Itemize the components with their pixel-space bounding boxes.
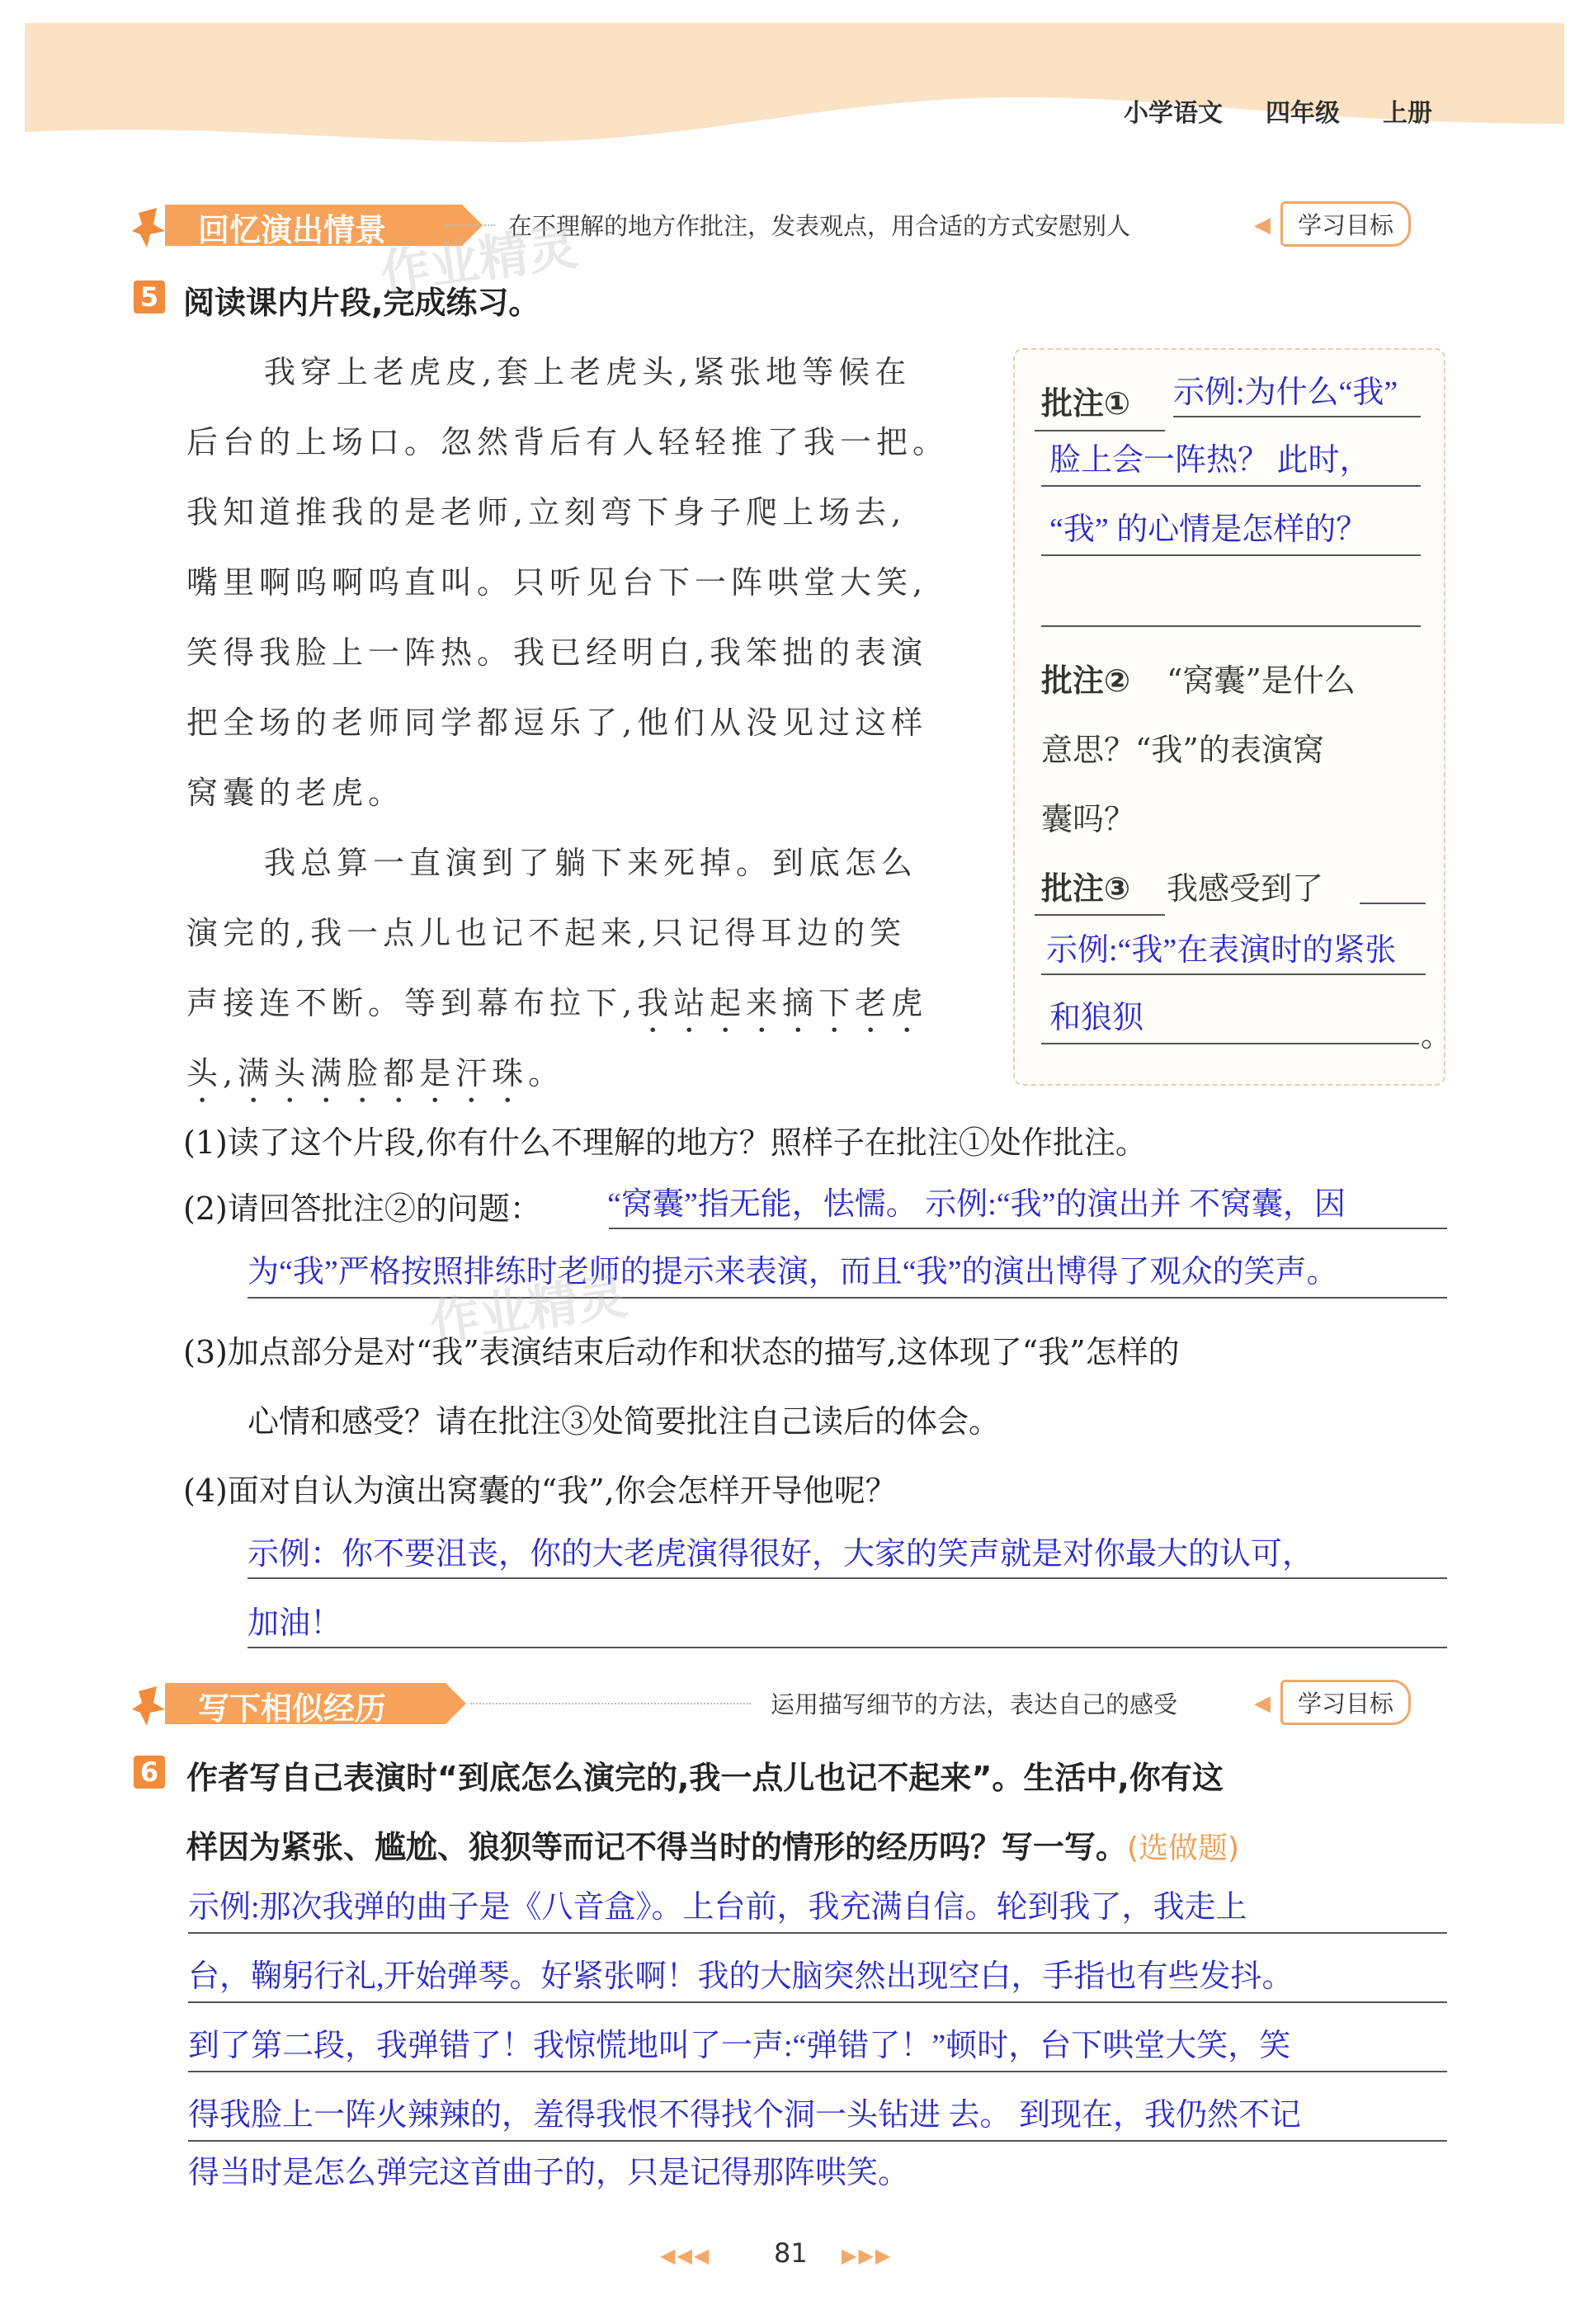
sub2-answer-line: “窝囊”指无能，怯懦。 示例:“我”的演出并 不窝囊，因 [607, 1187, 1346, 1222]
star-icon [132, 1686, 165, 1726]
note1-answer-line: 脸上会一阵热？ 此时， [1049, 443, 1371, 478]
dotted-divider [470, 1703, 751, 1704]
watermark: 作业精灵 [426, 1267, 631, 1353]
note1-answer-line: 示例:为什么“我” [1173, 375, 1398, 410]
answer-underline [1041, 973, 1426, 975]
section2-goal-tag: 学习目标 [1280, 1680, 1411, 1725]
note3-answer-line: 示例:“我”在表演时的紧张 [1046, 933, 1397, 968]
sub4-answer-line: 示例：你不要沮丧，你的大老虎演得很好，大家的笑声就是对你最大的认可， [248, 1537, 1314, 1572]
answer-underline [188, 2071, 1447, 2072]
chevron-left-icon: ◀ [1254, 213, 1271, 238]
passage-line: 我总算一直演到了躺下来死掉。到底怎么 [264, 845, 918, 881]
note2-text: 意思？“我”的表演窝 [1041, 732, 1324, 768]
sub2-answer-line: 为“我”严格按照排练时老师的提示来表演，而且“我”的演出博得了观众的笑声。 [248, 1255, 1338, 1289]
page-number: 81 [774, 2237, 808, 2269]
watermark: 作业精灵 [376, 218, 582, 304]
header-volume: 上册 [1383, 99, 1432, 128]
note3-end: 。 [1421, 1017, 1453, 1054]
question-6-title: 作者写自己表演时“到底怎么演完的,我一点儿也记不起来”。生活中,你有这 [186, 1760, 1224, 1796]
sub-question-4: (4)面对自认为演出窝囊的“我”,你会怎样开导他呢？ [183, 1473, 897, 1509]
q6-answer-line: 到了第二段，我弹错了！我惊慌地叫了一声:“弹错了！”顿时，台下哄堂大笑，笑 [188, 2029, 1291, 2063]
dotted-emphasis: 我站起来摘下老虎 [637, 985, 928, 1021]
answer-underline [248, 1647, 1447, 1648]
header-subject: 小学语文 [1124, 99, 1223, 128]
q6-answer-line: 示例:那次我弹的曲子是《八音盒》。上台前，我充满自信。轮到我了，我走上 [188, 1890, 1247, 1925]
section1-goal-tag: 学习目标 [1280, 201, 1411, 247]
answer-underline [609, 1228, 1447, 1229]
header-band [0, 0, 1589, 148]
note3-label: 批注③ [1041, 870, 1131, 907]
note3-answer-line: 和狼狈 [1049, 1001, 1144, 1035]
passage-line [186, 1048, 564, 1110]
dotted-emphasis: 头,满头满脸都是汗珠 [186, 1055, 529, 1091]
section2-goal: 运用描写细节的方法，表达自己的感受 [771, 1690, 1178, 1718]
answer-underline [1035, 430, 1165, 431]
note2-text: 囊吗？ [1041, 801, 1136, 837]
question-number-6: 6 [134, 1756, 165, 1789]
note2-text: “窝囊”是什么 [1167, 662, 1356, 699]
passage-text: 声接连不断。等到幕布拉下, [186, 985, 638, 1021]
sub4-answer-line: 加油！ [248, 1606, 342, 1641]
passage-line: 笑得我脸上一阵热。我已经明白,我笨拙的表演 [186, 634, 928, 671]
sub-question-3: 心情和感受？请在批注③处简要批注自己读后的体会。 [248, 1403, 1001, 1440]
question-6-title-text: 样因为紧张、尴尬、狼狈等而记不得当时的情形的经历吗？写一写。 [186, 1829, 1128, 1865]
question-5-title: 阅读课内片段,完成练习。 [183, 285, 540, 321]
passage-line [186, 978, 927, 1039]
q6-answer-line: 得我脸上一阵火辣辣的，羞得我恨不得找个洞一头钻进 去。 到现在，我仍然不记 [188, 2098, 1302, 2133]
chevron-left-icon: ◀ [1254, 1691, 1271, 1716]
answer-underline [1173, 416, 1421, 417]
answer-underline [1360, 903, 1426, 904]
note3-prefix: 我感受到了 [1167, 870, 1324, 907]
sub-question-3: (3)加点部分是对“我”表演结束后动作和状态的描写,这体现了“我”怎样的 [183, 1334, 1180, 1370]
passage-text: 。 [528, 1055, 565, 1091]
section1-title: 回忆演出情景 [198, 212, 387, 248]
section1-goal: 在不理解的地方作批注，发表观点，用合适的方式安慰别人 [508, 212, 1131, 240]
answer-underline [1041, 625, 1421, 627]
left-arrows-icon: ◀◀◀ [660, 2244, 711, 2267]
answer-underline [1041, 1043, 1419, 1044]
answer-underline [1035, 914, 1165, 916]
question-6-title [186, 1822, 1239, 1867]
passage-line: 我穿上老虎皮,套上老虎头,紧张地等候在 [264, 354, 912, 390]
note1-label: 批注① [1041, 385, 1131, 422]
note1-answer-line: “我” 的心情是怎样的？ [1049, 512, 1368, 547]
question-number-5: 5 [134, 280, 165, 313]
answer-underline [248, 1577, 1447, 1579]
answer-underline [188, 1932, 1447, 1934]
passage-line: 嘴里啊呜啊呜直叫。只听见台下一阵哄堂大笑, [186, 564, 928, 601]
passage-line: 后台的上场口。忽然背后有人轻轻推了我一把。 [186, 424, 950, 460]
passage-line: 演完的,我一点儿也记不起来,只记得耳边的笑 [186, 915, 907, 951]
answer-underline [188, 2140, 1447, 2142]
sub-question-2: (2)请回答批注②的问题： [183, 1190, 541, 1227]
q6-answer-line: 得当时是怎么弹完这首曲子的，只是记得那阵哄笑。 [188, 2156, 910, 2190]
sub-question-1: (1)读了这个片段,你有什么不理解的地方？照样子在批注①处作批注。 [183, 1124, 1147, 1161]
right-arrows-icon: ▶▶▶ [842, 2244, 893, 2267]
passage-line: 我知道推我的是老师,立刻弯下身子爬上场去, [186, 494, 907, 530]
section2-title: 写下相似经历 [198, 1690, 387, 1727]
star-icon [132, 208, 165, 247]
note2-label: 批注② [1041, 662, 1131, 699]
answer-underline [1041, 554, 1421, 556]
answer-underline [188, 2001, 1447, 2003]
passage-line: 窝囊的老虎。 [186, 775, 405, 811]
passage-line: 把全场的老师同学都逗乐了,他们从没见过这样 [186, 705, 928, 741]
optional-tag: (选做题) [1127, 1831, 1240, 1865]
q6-answer-line: 台，鞠躬行礼,开始弹琴。好紧张啊！我的大脑突然出现空白，手指也有些发抖。 [188, 1959, 1294, 1994]
header-grade: 四年级 [1266, 99, 1340, 128]
answer-underline [1041, 485, 1421, 487]
